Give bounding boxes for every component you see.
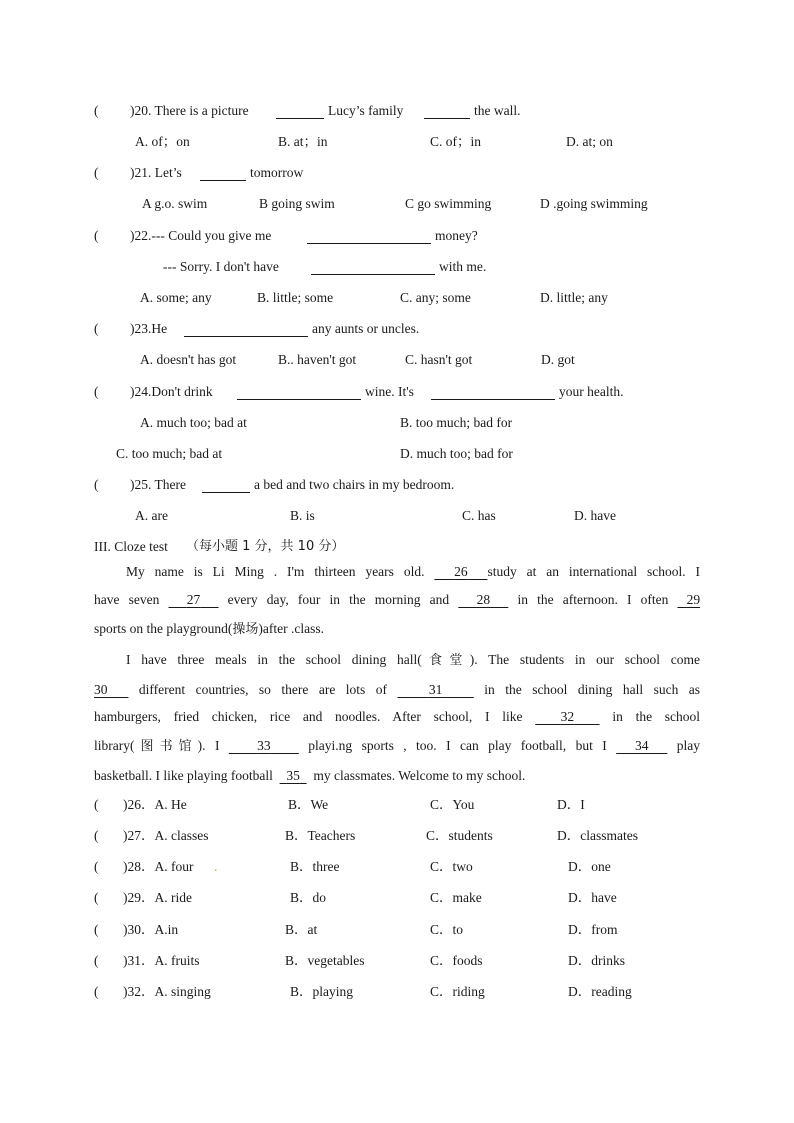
- q29-option-d: D．have: [568, 890, 617, 905]
- q21-option-b: B going swim: [259, 196, 335, 211]
- q22-reply: [0, 257, 794, 277]
- answer-paren: (: [94, 228, 99, 243]
- q29-option-b: B．do: [290, 890, 327, 905]
- text: ). The students in our school come: [469, 652, 700, 667]
- question-21: [0, 163, 794, 183]
- q24-options-row1: [0, 413, 794, 433]
- blank-number: 26: [454, 564, 468, 579]
- text-cn: 食堂: [421, 653, 470, 668]
- text: ). I: [197, 738, 220, 753]
- q20-option-b: B. at；in: [278, 134, 328, 149]
- text: in the afternoon. I often: [517, 592, 669, 607]
- question-27: [0, 826, 794, 846]
- q20-option-c: C. of；in: [430, 134, 482, 149]
- answer-paren: (: [94, 922, 99, 937]
- question-26: [0, 795, 794, 815]
- question-25: [0, 475, 794, 495]
- question-23: [0, 319, 794, 339]
- q20-end: the wall.: [474, 103, 521, 118]
- q24-stem: )24.Don't drink: [130, 384, 213, 399]
- text: [94, 619, 324, 640]
- q25-option-d: D. have: [574, 508, 616, 523]
- q26-option-c: C．You: [430, 797, 475, 812]
- text: study at an international school. I: [487, 564, 701, 579]
- blank-33: [229, 738, 299, 753]
- q25-option-b: B. is: [290, 508, 315, 523]
- question-20: [0, 101, 794, 121]
- q23-stem: )23.He: [130, 321, 168, 336]
- q22-blank-1: [307, 228, 431, 244]
- q25-blank: [202, 477, 250, 493]
- q29-option-c: C．make: [430, 890, 482, 905]
- text: play: [676, 738, 701, 753]
- blank-number: 35: [286, 768, 300, 783]
- q24-blank-1: [237, 384, 361, 400]
- answer-paren: (: [94, 828, 99, 843]
- question-29: [0, 888, 794, 908]
- q21-options: [0, 194, 794, 214]
- blank-number: 34: [635, 738, 649, 753]
- text: [94, 766, 525, 786]
- q20-blank-2: [424, 103, 470, 119]
- q21-end: tomorrow: [250, 165, 304, 180]
- q23-option-c: C. hasn't got: [405, 352, 473, 367]
- q28-option-c: C．two: [430, 859, 473, 874]
- q24-options-row2: [0, 444, 794, 464]
- text: my classmates. Welcome to my school.: [313, 768, 526, 783]
- q21-option-a: A g.o. swim: [142, 196, 208, 211]
- q22-option-c: C. any; some: [400, 290, 471, 305]
- q32-option-c: C．riding: [430, 984, 485, 999]
- q24-blank-2: [431, 384, 555, 400]
- q22-reply-end: with me.: [439, 259, 487, 274]
- q32-option-a: )32．A. singing: [123, 984, 211, 999]
- q22-stem: )22.--- Could you give me: [130, 228, 272, 243]
- blank-35: [280, 768, 307, 783]
- text: I have three meals in the school dining hall(: [126, 652, 422, 667]
- q23-blank: [184, 321, 308, 337]
- blank-29: [677, 592, 700, 607]
- q28-option-d: D．one: [568, 859, 611, 874]
- q25-option-c: C. has: [462, 508, 496, 523]
- q25-end: a bed and two chairs in my bedroom.: [254, 477, 455, 492]
- cloze-p2-line5: [0, 766, 794, 786]
- text: basketball. I like playing football: [94, 768, 273, 783]
- q24-option-a: A. much too; bad at: [140, 415, 247, 430]
- q24-option-b: B. too much; bad for: [400, 415, 513, 430]
- blank-31: [397, 682, 473, 697]
- q22-option-a: A. some; any: [140, 290, 212, 305]
- q24-end: your health.: [559, 384, 624, 399]
- q25-option-a: A. are: [135, 508, 168, 523]
- blank-number: 33: [257, 738, 271, 753]
- answer-paren: (: [94, 103, 99, 118]
- q28-option-a: )28．A. four: [123, 859, 194, 874]
- q21-option-d: D .going swimming: [540, 196, 648, 211]
- q22-option-b: B. little; some: [257, 290, 334, 305]
- q29-option-a: )29．A. ride: [123, 890, 192, 905]
- q21-option-c: C go swimming: [405, 196, 492, 211]
- answer-paren: (: [94, 384, 99, 399]
- q26-option-d: D．I: [557, 797, 585, 812]
- blank-number: 29: [686, 592, 701, 607]
- q23-option-d: D. got: [541, 352, 575, 367]
- blank-32: [535, 709, 599, 724]
- q32-option-d: D．reading: [568, 984, 632, 999]
- q31-option-c: C．foods: [430, 953, 483, 968]
- q22-options: [0, 288, 794, 308]
- q20-option-d: D. at; on: [566, 134, 613, 149]
- q25-stem: )25. There: [130, 477, 186, 492]
- text-cn: 操场: [232, 622, 259, 637]
- section-heading: [0, 537, 794, 557]
- q20-option-a: A. of；on: [135, 134, 190, 149]
- section-score-note: （每小题 1 分，共 10 分）: [186, 539, 345, 554]
- q22-option-d: D. little; any: [540, 290, 608, 305]
- cloze-p2-line1: [126, 650, 700, 670]
- answer-paren: (: [94, 890, 99, 905]
- q24-option-c: C. too much; bad at: [116, 446, 223, 461]
- q20-stem: )20. There is a picture: [130, 103, 249, 118]
- q27-option-a: )27．A. classes: [123, 828, 209, 843]
- text: )after .class.: [258, 621, 324, 636]
- q24-option-d: D. much too; bad for: [400, 446, 513, 461]
- question-31: [0, 951, 794, 971]
- blank-number: 30: [94, 682, 108, 697]
- q21-stem: )21. Let’s: [130, 165, 182, 180]
- q20-mid: Lucy’s family: [328, 103, 404, 118]
- text-cn: 图书馆: [134, 739, 198, 754]
- q22-end: money?: [435, 228, 478, 243]
- answer-paren: (: [94, 859, 99, 874]
- question-22: [0, 226, 794, 246]
- stray-dot: .: [214, 859, 218, 874]
- answer-paren: (: [94, 984, 99, 999]
- q31-option-d: D．drinks: [568, 953, 625, 968]
- cloze-p1-line2: [94, 590, 700, 610]
- answer-paren: (: [94, 321, 99, 336]
- q27-option-b: B．Teachers: [285, 828, 356, 843]
- question-28: [0, 857, 794, 877]
- q21-blank: [200, 165, 246, 181]
- blank-28: [458, 592, 508, 607]
- text: every day, four in the morning and: [227, 592, 450, 607]
- q31-option-b: B．vegetables: [285, 953, 365, 968]
- q26-option-a: )26．A. He: [123, 797, 187, 812]
- text: playi.ng sports , too. I can play football, but I: [308, 738, 607, 753]
- blank-number: 27: [186, 592, 201, 607]
- text: different countries, so there are lots of: [138, 682, 388, 697]
- blank-30: [94, 682, 128, 697]
- answer-paren: (: [94, 953, 99, 968]
- q24-mid: wine. It's: [365, 384, 414, 399]
- blank-34: [616, 738, 667, 753]
- text: library(: [94, 738, 135, 753]
- q28-option-b: B．three: [290, 859, 340, 874]
- answer-paren: (: [94, 797, 99, 812]
- cloze-p2-line3: [94, 707, 700, 727]
- q30-option-a: )30．A.in: [123, 922, 179, 937]
- answer-paren: (: [94, 477, 99, 492]
- q23-options: [0, 350, 794, 370]
- text: in the school: [612, 709, 701, 724]
- q30-option-b: B．at: [285, 922, 318, 937]
- blank-27: [169, 592, 219, 607]
- q22-reply-text: --- Sorry. I don't have: [163, 259, 279, 274]
- q23-end: any aunts or uncles.: [312, 321, 420, 336]
- cloze-p2-line4: [94, 736, 700, 756]
- blank-number: 31: [428, 682, 443, 697]
- q25-options: [0, 506, 794, 526]
- section-title: III. Cloze test: [94, 539, 168, 554]
- question-32: [0, 982, 794, 1002]
- q27-option-d: D．classmates: [557, 828, 638, 843]
- q20-blank-1: [276, 103, 324, 119]
- cloze-p2-line2: [94, 680, 700, 700]
- q27-option-c: C．students: [426, 828, 493, 843]
- text: sports on the playground(: [94, 621, 233, 636]
- text: My name is Li Ming . I'm thirteen years old.: [126, 564, 425, 579]
- text: in the school dining hall such as: [484, 682, 701, 697]
- q26-option-b: B．We: [288, 797, 329, 812]
- q30-option-d: D．from: [568, 922, 618, 937]
- question-24: [0, 382, 794, 402]
- blank-number: 28: [476, 592, 491, 607]
- q32-option-b: B．playing: [290, 984, 353, 999]
- cloze-p1-line3: [0, 619, 794, 639]
- text: have seven: [94, 592, 160, 607]
- text: hamburgers, fried chicken, rice and noodles. After school, I like: [94, 709, 523, 724]
- blank-number: 32: [560, 709, 575, 724]
- answer-paren: (: [94, 165, 99, 180]
- cloze-p1-line1: [126, 562, 700, 582]
- blank-26: [434, 564, 487, 579]
- question-30: [0, 920, 794, 940]
- q20-options: [0, 132, 794, 152]
- q31-option-a: )31．A. fruits: [123, 953, 200, 968]
- q23-option-a: A. doesn't has got: [140, 352, 237, 367]
- q22-blank-2: [311, 259, 435, 275]
- q30-option-c: C．to: [430, 922, 464, 937]
- q23-option-b: B.. haven't got: [278, 352, 357, 367]
